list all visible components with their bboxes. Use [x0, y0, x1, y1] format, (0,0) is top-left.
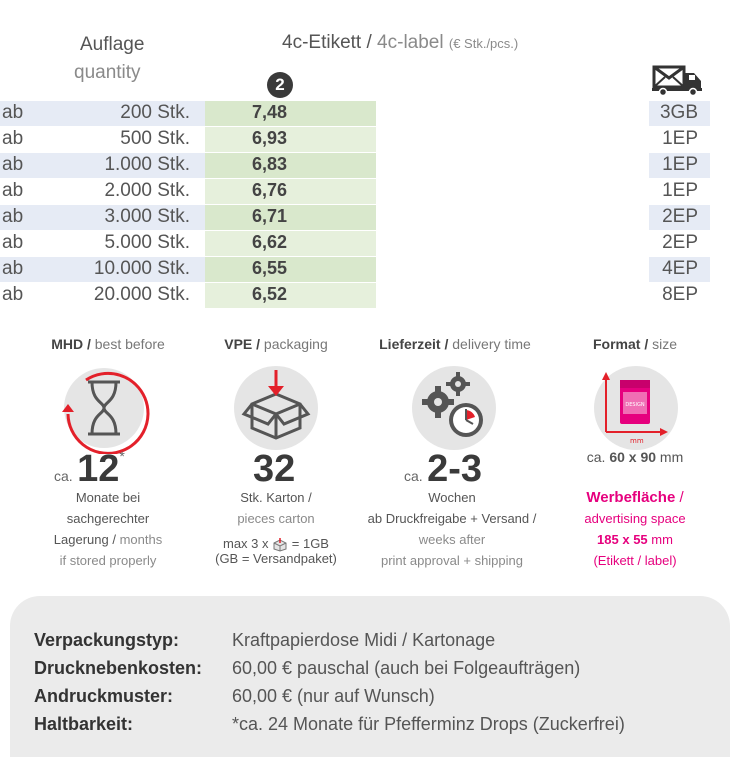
mhd-ca: ca. — [54, 468, 73, 484]
price-row — [0, 153, 730, 178]
lieferzeit-text — [352, 487, 552, 571]
format-heading-de: Format — [592, 336, 641, 352]
format-werbe-en: advertising space — [584, 511, 686, 526]
title-unit: (€ Stk./pcs.) — [448, 36, 519, 51]
format-werbe-size-value: 185 x 55 — [597, 532, 648, 547]
row-shipping: 1EP — [662, 154, 698, 175]
mhd-star: * — [119, 448, 125, 464]
mhd-number: 12 — [77, 448, 120, 490]
price-row — [0, 205, 730, 230]
row-ab: ab — [2, 128, 24, 149]
row-shipping: 8EP — [662, 284, 698, 305]
lieferzeit-ca: ca. — [404, 468, 423, 484]
row-shipping: 1EP — [662, 180, 698, 201]
format-werbe-size — [560, 529, 710, 550]
lieferzeit-heading-de: Lieferzeit — [379, 336, 441, 352]
price-row — [0, 283, 730, 308]
row-ab: ab — [2, 232, 24, 253]
row-ab: ab — [2, 258, 24, 279]
lieferzeit-line-2: ab Druckfreigabe + Versand / — [367, 511, 537, 526]
title-sep: / — [361, 32, 378, 53]
mhd-line-4: if stored properly — [59, 553, 157, 568]
row-quantity: 10.000 Stk. — [93, 258, 190, 279]
row-shipping: 2EP — [662, 232, 698, 253]
row-quantity: 3.000 Stk. — [104, 206, 190, 227]
lieferzeit-heading-en: delivery time — [452, 336, 531, 352]
vpe-line-3b: = 1GB — [291, 536, 329, 551]
mhd-heading-en: best before — [94, 336, 165, 352]
row-ab: ab — [2, 180, 24, 201]
format-size-unit: mm — [659, 449, 684, 465]
box-icon — [230, 362, 322, 454]
lieferzeit-number: 2-3 — [427, 448, 483, 490]
format-werbe-size-unit: mm — [651, 532, 673, 547]
title-en: 4c-label — [377, 32, 444, 53]
row-quantity: 1.000 Stk. — [104, 154, 190, 175]
mhd-line-3-de: Lagerung — [53, 532, 109, 547]
box-small-icon — [272, 538, 288, 552]
row-shipping: 3GB — [659, 102, 698, 123]
mhd-heading: MHD / best before — [51, 336, 165, 352]
price-row — [0, 127, 730, 152]
row-quantity: 5.000 Stk. — [104, 232, 190, 253]
vpe-text — [196, 487, 356, 566]
row-quantity: 2.000 Stk. — [104, 180, 190, 201]
format-werbe — [560, 487, 710, 571]
mhd-line-2: sachgerechter — [66, 511, 150, 526]
row-price: 6,83 — [252, 154, 288, 174]
row-price: 6,71 — [252, 206, 288, 226]
mhd-line-1: Monate bei — [75, 490, 141, 505]
info-label: Haltbarkeit: — [34, 714, 134, 734]
truck-mail-icon — [652, 64, 704, 96]
vpe-heading: VPE / packaging — [224, 336, 328, 352]
price-row — [0, 257, 730, 282]
format-werbe-de: Werbefläche — [586, 489, 676, 506]
info-value: 60,00 € (nur auf Wunsch) — [232, 686, 435, 706]
format-heading: Format / size — [592, 336, 678, 352]
info-value: 60,00 € pauschal (auch bei Folgeaufträgen) — [232, 658, 581, 678]
format-size — [560, 447, 710, 468]
lieferzeit-line-4: print approval + shipping — [380, 553, 523, 568]
row-ab: ab — [2, 102, 24, 123]
vpe-line-4: (GB = Versandpaket) — [215, 550, 337, 566]
info-value: *ca. 24 Monate für Pfefferminz Drops (Zuckerfrei) — [232, 714, 625, 734]
lieferzeit-value — [404, 448, 482, 491]
vpe-heading-en: packaging — [263, 336, 328, 352]
info-value: Kraftpapierdose Midi / Kartonage — [232, 630, 496, 650]
row-price: 6,55 — [252, 258, 288, 278]
vpe-line-3 — [196, 537, 356, 552]
vpe-line-2: pieces carton — [237, 511, 315, 526]
format-werbe-heading: Werbefläche / — [586, 489, 684, 506]
vpe-value — [253, 448, 295, 491]
row-ab: ab — [2, 284, 24, 305]
info-label: Drucknebenkosten: — [34, 658, 203, 678]
mhd-text — [28, 487, 188, 571]
mhd-line-3: Lagerung / months — [53, 532, 163, 547]
info-label: Verpackungstyp: — [34, 630, 180, 650]
row-price: 6,62 — [252, 232, 288, 252]
row-price: 6,93 — [252, 128, 288, 148]
row-price: 6,52 — [252, 284, 288, 304]
info-label: Andruckmuster: — [34, 686, 174, 706]
mhd-value — [54, 448, 125, 491]
gears-clock-icon — [408, 362, 500, 454]
row-ab: ab — [2, 154, 24, 175]
price-row — [0, 179, 730, 204]
column-header-auflage: Auflage — [80, 34, 145, 55]
title-de: 4c-Etikett — [282, 32, 362, 53]
column-header-quantity: quantity — [74, 62, 141, 83]
lieferzeit-heading: Lieferzeit / delivery time — [379, 336, 531, 352]
format-size-value: 60 x 90 — [609, 449, 657, 465]
row-ab: ab — [2, 206, 24, 227]
lieferzeit-line-3: weeks after — [418, 532, 486, 547]
mhd-line-3-en: months — [119, 532, 163, 547]
row-price: 6,76 — [252, 180, 288, 200]
row-shipping: 4EP — [662, 258, 698, 279]
price-row — [0, 101, 730, 126]
number-badge: 2 — [267, 72, 293, 98]
format-can-icon — [590, 362, 682, 454]
format-werbe-note: (Etikett / label) — [593, 553, 677, 568]
format-size-prefix: ca. — [586, 449, 606, 465]
row-price: 7,48 — [252, 102, 288, 122]
row-shipping: 2EP — [662, 206, 698, 227]
lieferzeit-line-1: Wochen — [428, 490, 476, 505]
vpe-number: 32 — [253, 448, 296, 490]
format-icon-design-text: DESIGN — [625, 402, 645, 408]
row-quantity: 20.000 Stk. — [93, 284, 190, 305]
mhd-heading-de: MHD — [51, 336, 84, 352]
vpe-line-1: Stk. Karton / — [240, 490, 312, 505]
row-quantity: 200 Stk. — [120, 102, 190, 123]
price-column-title — [282, 32, 518, 54]
vpe-heading-de: VPE — [224, 336, 253, 352]
format-icon-mm-text: mm — [630, 437, 644, 445]
row-quantity: 500 Stk. — [120, 128, 190, 149]
vpe-line-3a: max 3 x — [223, 536, 269, 551]
format-heading-en: size — [652, 336, 678, 352]
hourglass-icon — [58, 362, 150, 454]
row-shipping: 1EP — [662, 128, 698, 149]
price-row — [0, 231, 730, 256]
